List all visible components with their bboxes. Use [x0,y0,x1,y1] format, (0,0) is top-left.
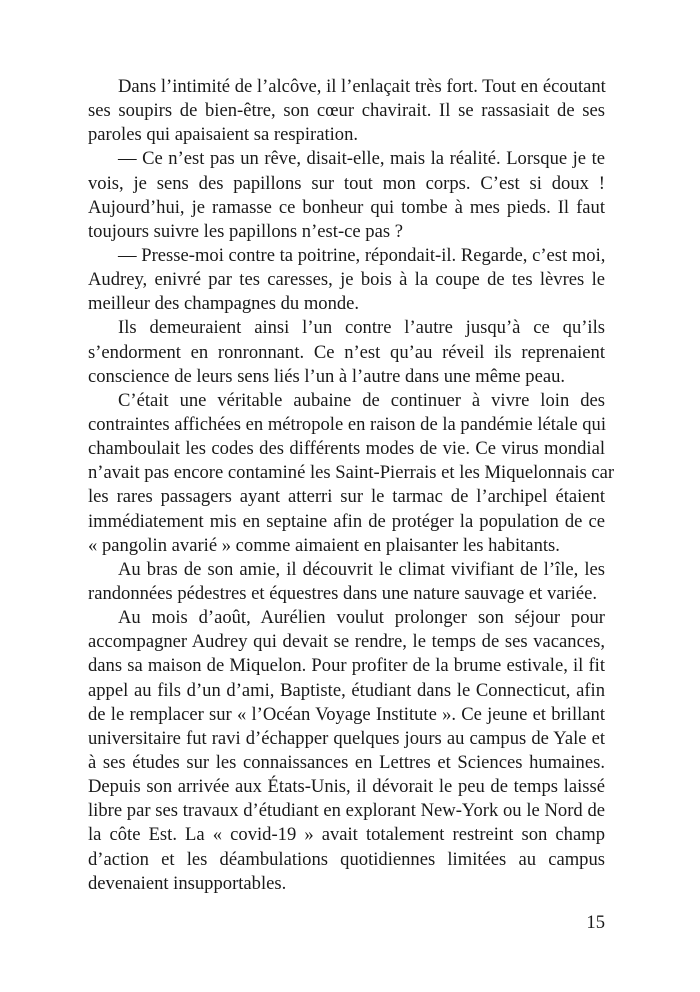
text-line: dans sa maison de Miquelon. Pour profiter de la brume estivale, il fit [88,655,605,677]
text-line: accompagner Audrey qui devait se rendre, le temps de ses vacances, [88,631,605,653]
text-line: Dans l’intimité de l’alcôve, il l’enlaçait très fort. Tout en écoutant [118,76,606,97]
text-line: contraintes affichées en métropole en raison de la pandémie létale qui [88,413,607,435]
text-line: Au mois d’août, Aurélien voulut prolonger son séjour pour [118,607,605,629]
text-line: de le remplacer sur « l’Océan Voyage Institute ». Ce jeune et brillant [88,703,605,725]
text-line: appel au fils d’un d’ami, Baptiste, étudiant dans le Connecticut, afin [88,679,605,701]
text-line: meilleur des champagnes du monde. [88,293,360,315]
text-line: chamboulait les codes des différents modes de vie. Ce virus mondial [88,438,605,460]
text-line: s’endorment en ronronnant. Ce n’est qu’au réveil ils reprenaient [88,341,605,363]
text-line: Ils demeuraient ainsi l’un contre l’autre jusqu’à ce qu’ils [118,317,605,339]
paragraph [88,147,605,244]
text-line: Depuis son arrivée aux États-Unis, il dévorait le peu de temps laissé [88,776,605,798]
text-line: C’était une véritable aubaine de continuer à vivre loin des [118,389,605,411]
text-line: immédiatement mis en septaine afin de protéger la population de ce [88,510,605,532]
text-line: toujours suivre les papillons n’est-ce pas ? [88,220,403,242]
text-line: universitaire fut ravi d’échapper quelques jours au campus de Yale et [88,727,605,749]
text-line: randonnées pédestres et équestres dans une nature sauvage et variée. [88,582,598,604]
text-line: les rares passagers ayant atterri sur le tarmac de l’archipel étaient [88,486,605,508]
paragraph [88,389,615,558]
text-line: libre par ses travaux d’étudiant en explorant New-York ou le Nord de [88,800,605,822]
page-number: 15 [586,912,605,933]
text-line: devenaient insupportables. [88,872,287,894]
text-line: paroles qui apaisaient sa respiration. [88,124,359,146]
text-line: conscience de leurs sens liés l’un à l’autre dans une même peau. [88,365,566,387]
body-text [88,75,615,896]
text-line: — Ce n’est pas un rêve, disait-elle, mais la réalité. Lorsque je te [118,148,605,170]
text-line: vois, je sens des papillons sur tout mon corps. C’est si doux ! [88,172,605,194]
text-line: d’action et les déambulations quotidiennes limitées au campus [88,848,605,870]
text-line: Aujourd’hui, je ramasse ce bonheur qui tombe à mes pieds. Il faut [88,196,605,218]
paragraph [88,316,605,388]
paragraph [88,558,605,606]
text-line: la côte Est. La « covid-19 » avait totalement restreint son champ [88,824,605,846]
text-line: Audrey, enivré par tes caresses, je bois à la coupe de tes lèvres le [88,269,605,291]
text-line: — Presse-moi contre ta poitrine, répondait-il. Regarde, c’est moi, [118,244,606,266]
text-line: à ses études sur les connaissances en Lettres et Sciences humaines. [88,751,605,773]
paragraph [88,244,605,316]
text-line: n’avait pas encore contaminé les Saint-Pierrais et les Miquelonnais car [88,462,615,484]
text-line: ses soupirs de bien-être, son cœur chavirait. Il se rassasiait de ses [88,100,605,122]
paragraph [88,606,605,896]
text-line: Au bras de son amie, il découvrit le climat vivifiant de l’île, les [118,558,605,580]
text-line: « pangolin avarié » comme aimaient en plaisanter les habitants. [88,534,560,556]
paragraph [88,75,605,147]
